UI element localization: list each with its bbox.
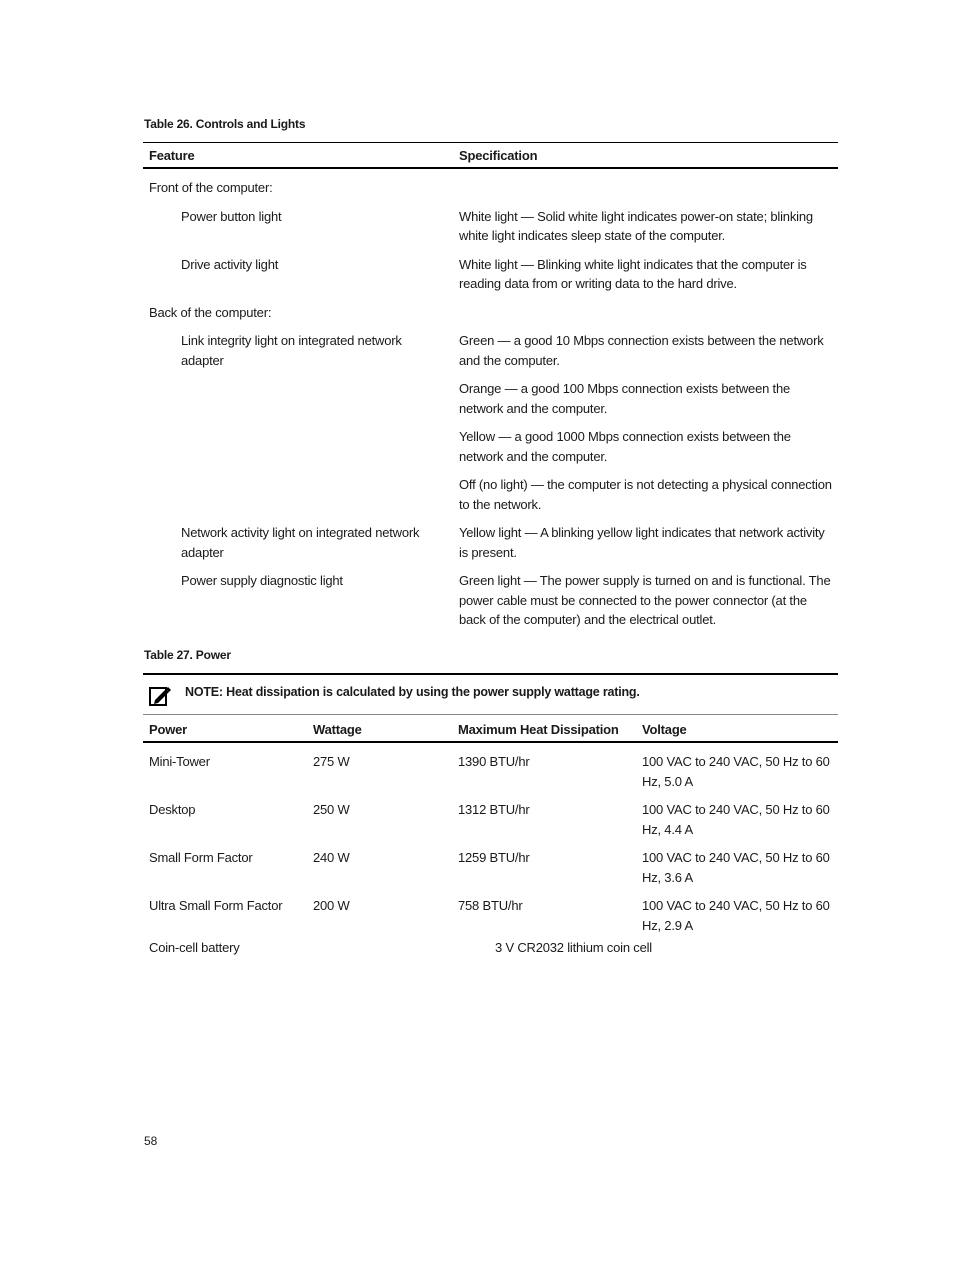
- header-feature: Feature: [143, 143, 453, 169]
- header-power: Power: [143, 717, 307, 742]
- voltage-cell: 100 VAC to 240 VAC, 50 Hz to 60 Hz, 2.9 A: [642, 898, 830, 933]
- heat-cell: 1312 BTU/hr: [458, 802, 530, 817]
- spec-cell: White light — Blinking white light indicates that the computer is reading data from or writing data to the hard drive.: [459, 256, 807, 291]
- feature-cell: Network activity light on integrated network adapter: [181, 525, 420, 560]
- table-row: [143, 571, 838, 630]
- table-row: [143, 303, 838, 323]
- group-label-back: Back of the computer:: [149, 304, 272, 320]
- table-row: [143, 848, 838, 887]
- feature-cell: Power supply diagnostic light: [181, 573, 343, 588]
- header-voltage: Voltage: [636, 717, 838, 742]
- table-row: [143, 896, 838, 935]
- spec-cell: Yellow light — A blinking yellow light indicates that network activity is present.: [459, 525, 825, 560]
- table-row: [143, 379, 838, 418]
- power-cell: Mini-Tower: [149, 754, 210, 769]
- feature-cell: Drive activity light: [181, 256, 279, 272]
- table-row: [143, 800, 838, 839]
- table-row: [143, 207, 838, 246]
- spec-cell: Green — a good 10 Mbps connection exists between the network and the computer.: [459, 333, 824, 368]
- table-27-caption: Table 27. Power: [144, 648, 231, 662]
- group-label-front: Front of the computer:: [149, 180, 273, 195]
- spec-cell: Green light — The power supply is turned on and is functional. The power cable must be connected to the power connector (at the back of the computer) and the electrical outlet.: [459, 573, 831, 627]
- power-cell: Desktop: [149, 802, 196, 817]
- header-heat-dissipation: Maximum Heat Dissipation: [452, 717, 636, 742]
- spec-cell: Yellow — a good 1000 Mbps connection exists between the network and the computer.: [459, 429, 791, 464]
- feature-cell: Link integrity light on integrated network adapter: [181, 333, 402, 368]
- feature-cell: Power button light: [181, 208, 282, 224]
- note-text: NOTE: Heat dissipation is calculated by using the power supply wattage rating.: [185, 685, 640, 699]
- table-header-row: [143, 143, 838, 169]
- pencil-note-icon: [149, 685, 171, 707]
- spec-cell: White light — Solid white light indicates power-on state; blinking white light indicates sleep state of the computer.: [459, 208, 813, 243]
- wattage-cell: 250 W: [313, 802, 350, 817]
- controls-lights-table: [143, 142, 838, 630]
- power-cell: Ultra Small Form Factor: [149, 898, 283, 913]
- table-row: [143, 752, 838, 791]
- table-row: [143, 427, 838, 466]
- heat-cell: 1390 BTU/hr: [458, 754, 530, 769]
- battery-label: Coin-cell battery: [149, 940, 240, 955]
- voltage-cell: 100 VAC to 240 VAC, 50 Hz to 60 Hz, 3.6 A: [642, 850, 830, 885]
- table-row: [143, 475, 838, 514]
- table-row: [143, 178, 838, 198]
- voltage-cell: 100 VAC to 240 VAC, 50 Hz to 60 Hz, 5.0 A: [642, 754, 830, 789]
- wattage-cell: 200 W: [313, 898, 350, 913]
- note-box: [143, 673, 838, 715]
- header-specification: Specification: [453, 143, 838, 169]
- heat-cell: 758 BTU/hr: [458, 898, 523, 913]
- table-header-row: [143, 717, 838, 742]
- power-table: [143, 717, 838, 935]
- header-wattage: Wattage: [307, 717, 452, 742]
- wattage-cell: 240 W: [313, 850, 350, 865]
- wattage-cell: 275 W: [313, 754, 350, 769]
- power-cell: Small Form Factor: [149, 850, 253, 865]
- battery-value: 3 V CR2032 lithium coin cell: [495, 940, 652, 955]
- heat-cell: 1259 BTU/hr: [458, 850, 530, 865]
- table-row: [143, 523, 838, 562]
- spec-cell: Off (no light) — the computer is not detecting a physical connection to the network.: [459, 477, 832, 512]
- table-row: [143, 331, 838, 370]
- voltage-cell: 100 VAC to 240 VAC, 50 Hz to 60 Hz, 4.4 A: [642, 802, 830, 837]
- table-row: [143, 255, 838, 294]
- table-26-caption: Table 26. Controls and Lights: [144, 117, 306, 131]
- spec-cell: Orange — a good 100 Mbps connection exists between the network and the computer.: [459, 381, 791, 416]
- page-number: 58: [144, 1134, 158, 1148]
